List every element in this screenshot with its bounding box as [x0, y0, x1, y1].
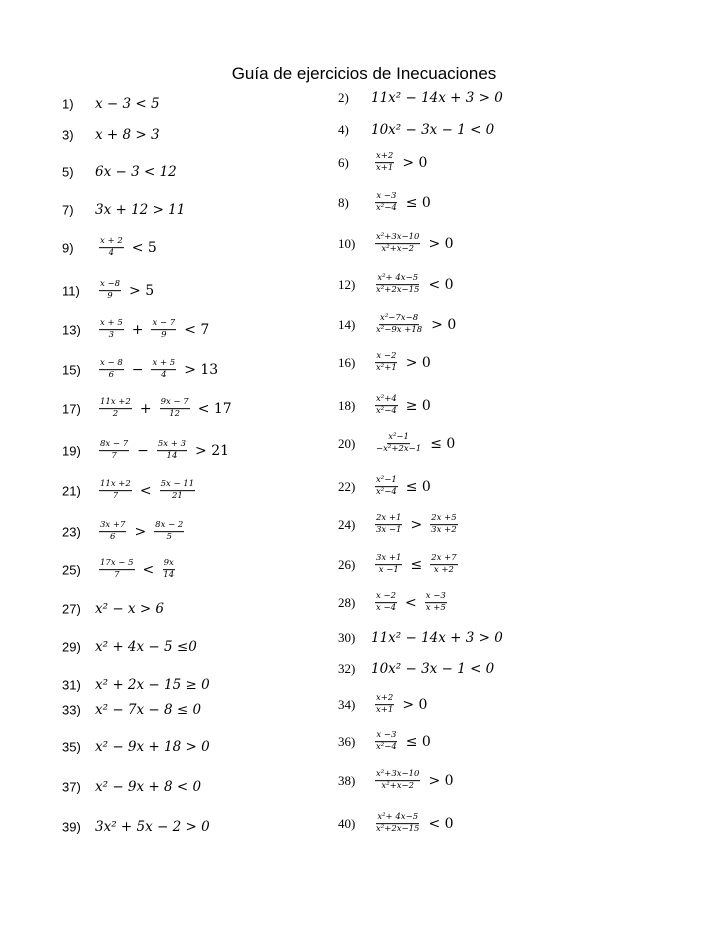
- fraction-numerator: x²+3x−10: [375, 233, 420, 244]
- exercise-expression: [371, 274, 458, 296]
- fraction-numerator: 5x + 3: [157, 440, 187, 451]
- exercise-number: 35): [62, 739, 81, 755]
- fraction: [151, 319, 176, 341]
- fraction: [99, 237, 124, 259]
- operator: ≤ 0: [405, 479, 431, 495]
- expression-text: x² − x > 6: [95, 601, 165, 617]
- fraction-numerator: x + 5: [99, 319, 124, 330]
- exercise-number: 13): [62, 322, 81, 338]
- exercise-number: 18): [338, 398, 356, 413]
- fraction: [99, 280, 121, 302]
- operator: >: [410, 517, 423, 533]
- exercise-number: 11): [62, 283, 80, 299]
- exercise-number: 3): [62, 127, 74, 143]
- fraction-denominator: 4: [161, 370, 167, 381]
- exercise-expression: [95, 202, 185, 218]
- fraction: [375, 694, 394, 716]
- fraction: [375, 314, 423, 336]
- fraction-numerator: 11x +2: [99, 480, 132, 491]
- exercise-expression: [371, 476, 435, 498]
- fraction: [375, 152, 394, 174]
- exercise-number: 27): [62, 601, 81, 617]
- exercise-expression: [371, 122, 494, 138]
- fraction-denominator: 9: [161, 330, 167, 341]
- fraction-denominator: 12: [169, 409, 181, 420]
- operator: ≤ 0: [405, 734, 431, 750]
- fraction-numerator: x + 5: [151, 359, 176, 370]
- exercise-expression: [371, 314, 460, 336]
- fraction: [99, 559, 135, 581]
- fraction-denominator: 6: [110, 532, 116, 543]
- exercise-expression: [95, 237, 161, 259]
- fraction: [160, 480, 196, 502]
- exercise-expression: [371, 90, 503, 106]
- operator: > 0: [402, 697, 428, 713]
- page-title: Guía de ejercicios de Inecuaciones: [231, 64, 497, 83]
- exercise-number: 7): [62, 202, 74, 218]
- fraction: [375, 813, 420, 835]
- exercise-expression: [371, 813, 458, 835]
- exercise-expression: [95, 280, 158, 302]
- fraction: [425, 592, 447, 614]
- exercise-number: 34): [338, 697, 356, 712]
- fraction-numerator: 8x − 2: [154, 521, 184, 532]
- exercise-number: 29): [62, 639, 81, 655]
- operator: <: [139, 483, 152, 499]
- operator: < 0: [428, 277, 454, 293]
- fraction: [99, 521, 126, 543]
- operator: < 17: [197, 401, 232, 417]
- fraction-numerator: x − 8: [99, 359, 124, 370]
- fraction-denominator: 7: [111, 451, 117, 462]
- exercise-expression: [371, 731, 435, 753]
- exercise-expression: [95, 96, 160, 112]
- fraction-denominator: 6: [108, 370, 115, 381]
- expression-text: 6x − 3 < 12: [95, 164, 177, 180]
- exercise-number: 26): [338, 557, 356, 572]
- fraction-numerator: 5x − 11: [160, 480, 196, 491]
- fraction-numerator: x²+3x−10: [375, 770, 420, 781]
- fraction-denominator: x²−9x +18: [376, 325, 423, 336]
- exercise-expression: [95, 164, 177, 180]
- exercise-expression: [95, 779, 201, 795]
- operator: < 0: [428, 816, 454, 832]
- operator: > 0: [405, 355, 431, 371]
- fraction-numerator: x²−1: [375, 476, 398, 487]
- fraction-numerator: x²+ 4x−5: [376, 813, 419, 824]
- exercise-expression: [95, 639, 197, 655]
- exercise-number: 31): [62, 677, 81, 693]
- fraction-denominator: x²−4: [376, 406, 397, 417]
- fraction-denominator: 2: [112, 409, 119, 420]
- exercise-number: 20): [338, 436, 356, 451]
- exercise-number: 15): [62, 362, 81, 378]
- exercise-expression: [371, 352, 435, 374]
- operator: > 0: [428, 236, 454, 252]
- fraction-denominator: 3x +2: [431, 525, 457, 536]
- fraction-numerator: 3x +7: [99, 521, 126, 532]
- fraction: [160, 398, 190, 420]
- fraction-denominator: x +2: [433, 565, 454, 576]
- exercise-number: 39): [62, 819, 81, 835]
- fraction-numerator: 9x: [163, 559, 175, 570]
- fraction: [375, 554, 402, 576]
- fraction-denominator: x+1: [376, 163, 394, 174]
- operator: +: [139, 401, 152, 417]
- exercise-expression: [371, 433, 459, 455]
- fraction: [375, 592, 397, 614]
- operator: −: [137, 443, 149, 459]
- fraction-numerator: x²+ 4x−5: [376, 274, 419, 285]
- operator: ≥ 0: [405, 398, 431, 414]
- exercise-number: 16): [338, 355, 356, 370]
- expression-text: x² + 4x − 5 ≤0: [95, 639, 197, 655]
- fraction-denominator: x +5: [425, 603, 446, 614]
- exercise-number: 17): [62, 401, 81, 417]
- fraction-denominator: x²+2x−15: [376, 824, 420, 835]
- expression-text: x + 8 > 3: [95, 127, 160, 143]
- fraction: [99, 440, 129, 462]
- fraction-numerator: x+2: [375, 152, 394, 163]
- exercise-expression: [371, 233, 458, 255]
- fraction-numerator: x −3: [375, 731, 397, 742]
- operator: > 0: [402, 155, 428, 171]
- expression-text: 10x² − 3x − 1 < 0: [371, 661, 495, 677]
- fraction: [375, 770, 420, 792]
- fraction-denominator: x+1: [376, 705, 394, 716]
- operator: ≤ 0: [405, 195, 431, 211]
- fraction-numerator: x −2: [375, 352, 397, 363]
- expression-text: x² − 7x − 8 ≤ 0: [95, 702, 202, 718]
- fraction-denominator: 5: [166, 532, 172, 543]
- exercise-expression: [95, 559, 179, 581]
- exercise-number: 22): [338, 479, 356, 494]
- operator: < 5: [131, 240, 157, 256]
- fraction: [430, 554, 457, 576]
- exercise-expression: [371, 152, 431, 174]
- exercise-expression: [95, 440, 233, 462]
- expression-text: x² − 9x + 8 < 0: [95, 779, 202, 795]
- fraction-denominator: x²−4: [376, 203, 397, 214]
- exercise-number: 28): [338, 595, 356, 610]
- operator: <: [142, 562, 155, 578]
- exercise-expression: [371, 770, 458, 792]
- fraction: [154, 521, 184, 543]
- fraction-numerator: x²−7x−8: [379, 314, 419, 325]
- fraction: [151, 359, 176, 381]
- exercise-expression: [95, 739, 210, 755]
- expression-text: 11x² − 14x + 3 > 0: [371, 90, 503, 106]
- fraction: [375, 514, 402, 536]
- fraction-denominator: x²−4: [376, 742, 397, 753]
- fraction-denominator: x²−4: [376, 487, 397, 498]
- fraction: [99, 398, 132, 420]
- fraction: [375, 233, 420, 255]
- exercise-expression: [371, 192, 435, 214]
- exercise-expression: [95, 601, 164, 617]
- exercise-expression: [95, 521, 188, 543]
- fraction-denominator: 9: [107, 291, 113, 302]
- exercise-number: 21): [62, 483, 81, 499]
- exercise-number: 10): [338, 236, 356, 251]
- fraction-numerator: x −3: [425, 592, 447, 603]
- fraction-denominator: 14: [166, 451, 178, 462]
- exercise-number: 6): [338, 155, 349, 170]
- exercise-expression: [371, 554, 462, 576]
- fraction-numerator: x+2: [375, 694, 394, 705]
- fraction-numerator: x −2: [375, 592, 397, 603]
- fraction-numerator: 3x +1: [375, 554, 402, 565]
- exercise-number: 8): [338, 195, 349, 210]
- exercise-number: 1): [62, 96, 74, 112]
- exercise-number: 4): [338, 122, 349, 137]
- exercise-expression: [371, 592, 451, 614]
- expression-text: 10x² − 3x − 1 < 0: [371, 122, 495, 138]
- expression-text: 3x + 12 > 11: [95, 202, 186, 218]
- exercise-number: 14): [338, 317, 356, 332]
- fraction-numerator: x − 7: [151, 319, 176, 330]
- operator: > 0: [431, 317, 457, 333]
- exercise-expression: [371, 395, 435, 417]
- fraction-denominator: x²+x−2: [381, 244, 415, 255]
- exercise-number: 24): [338, 517, 356, 532]
- exercise-expression: [371, 694, 431, 716]
- operator: +: [131, 322, 144, 338]
- fraction-numerator: 8x − 7: [99, 440, 129, 451]
- operator: >: [134, 524, 147, 540]
- operator: ≤: [410, 557, 423, 573]
- fraction-denominator: 3x −1: [376, 525, 402, 536]
- exercise-number: 12): [338, 277, 356, 292]
- fraction-denominator: x²+2x−15: [376, 285, 420, 296]
- operator: ≤ 0: [430, 436, 456, 452]
- expression-text: x² − 9x + 18 > 0: [95, 739, 210, 755]
- fraction: [375, 352, 398, 374]
- fraction-denominator: 7: [112, 491, 119, 502]
- fraction: [99, 359, 124, 381]
- fraction-denominator: x −4: [376, 603, 397, 614]
- operator: > 13: [184, 362, 219, 378]
- fraction: [375, 395, 398, 417]
- exercise-number: 38): [338, 773, 356, 788]
- exercise-number: 2): [338, 90, 349, 105]
- fraction-denominator: x²+x−2: [381, 781, 415, 792]
- fraction-denominator: 21: [171, 491, 183, 502]
- fraction: [375, 731, 398, 753]
- exercise-expression: [95, 398, 236, 420]
- exercise-number: 40): [338, 816, 356, 831]
- fraction: [375, 274, 420, 296]
- operator: > 5: [129, 283, 155, 299]
- exercise-expression: [371, 514, 462, 536]
- exercise-expression: [95, 819, 210, 835]
- fraction: [99, 480, 132, 502]
- fraction-numerator: 2x +7: [430, 554, 457, 565]
- exercise-expression: [95, 319, 213, 341]
- operator: > 0: [428, 773, 454, 789]
- fraction-denominator: 14: [163, 570, 175, 581]
- fraction-numerator: 11x +2: [99, 398, 132, 409]
- expression-text: 11x² − 14x + 3 > 0: [371, 630, 503, 646]
- exercise-number: 30): [338, 630, 356, 645]
- exercise-expression: [95, 480, 199, 502]
- exercise-expression: [95, 127, 160, 143]
- fraction-numerator: 9x − 7: [160, 398, 190, 409]
- expression-text: 3x² + 5x − 2 > 0: [95, 819, 210, 835]
- exercise-expression: [95, 359, 222, 381]
- exercise-number: 25): [62, 562, 81, 578]
- expression-text: x² + 2x − 15 ≥ 0: [95, 677, 210, 693]
- operator: < 7: [184, 322, 210, 338]
- exercise-number: 23): [62, 524, 81, 540]
- exercise-number: 32): [338, 661, 356, 676]
- exercise-number: 33): [62, 702, 81, 718]
- fraction-numerator: 2x +1: [375, 514, 402, 525]
- fraction: [375, 476, 398, 498]
- fraction-numerator: x + 2: [99, 237, 124, 248]
- fraction-denominator: 7: [114, 570, 120, 581]
- exercise-number: 5): [62, 164, 74, 180]
- fraction-numerator: 17x − 5: [99, 559, 135, 570]
- fraction-numerator: x²−1: [387, 433, 410, 444]
- fraction: [430, 514, 457, 536]
- exercise-number: 37): [62, 779, 81, 795]
- exercise-expression: [95, 677, 210, 693]
- exercise-expression: [371, 661, 494, 677]
- exercise-number: 19): [62, 443, 81, 459]
- fraction: [162, 559, 175, 581]
- exercise-expression: [371, 630, 503, 646]
- fraction: [375, 192, 398, 214]
- fraction: [99, 319, 124, 341]
- fraction-denominator: x²+1: [376, 363, 397, 374]
- fraction: [375, 433, 422, 455]
- fraction-numerator: x −8: [99, 280, 121, 291]
- fraction-denominator: −x²+2x−1: [376, 444, 422, 455]
- exercise-expression: [95, 702, 201, 718]
- exercise-number: 9): [62, 240, 74, 256]
- operator: <: [405, 595, 417, 611]
- fraction: [157, 440, 187, 462]
- fraction-numerator: x²+4: [375, 395, 398, 406]
- expression-text: x − 3 < 5: [95, 96, 160, 112]
- operator: −: [131, 362, 144, 378]
- fraction-numerator: 2x +5: [430, 514, 457, 525]
- exercise-number: 36): [338, 734, 356, 749]
- fraction-denominator: 4: [108, 248, 115, 259]
- fraction-denominator: 3: [108, 330, 115, 341]
- operator: > 21: [195, 443, 230, 459]
- fraction-numerator: x −3: [375, 192, 397, 203]
- fraction-denominator: x −1: [378, 565, 399, 576]
